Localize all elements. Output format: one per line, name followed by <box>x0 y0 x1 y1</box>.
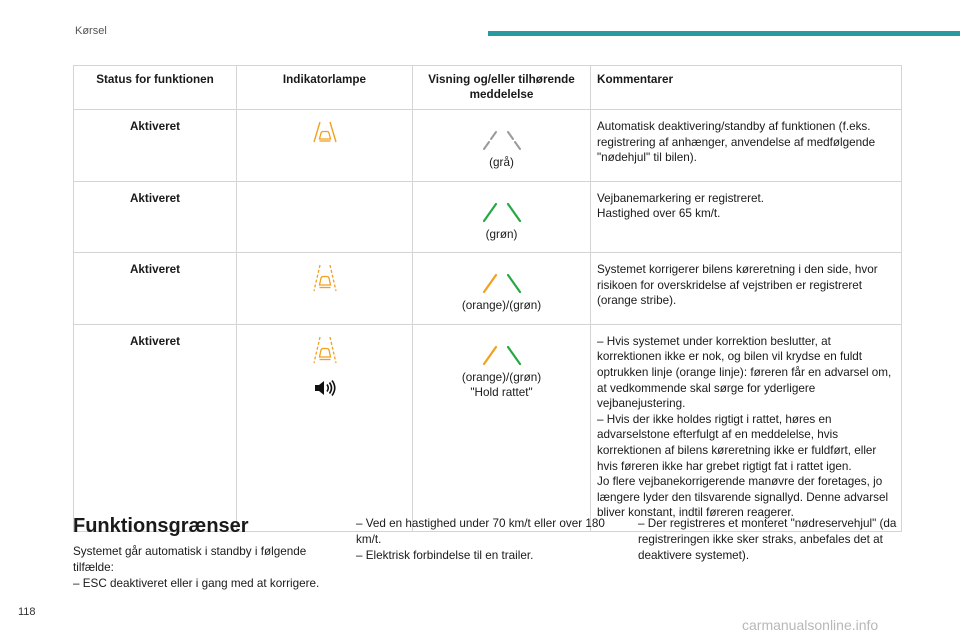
limits-text: – ESC deaktiveret eller i gang med at korrigere. <box>73 577 320 590</box>
display-label: (grå) <box>489 156 514 169</box>
limits-text: – Ved en hastighed under 70 km/t eller over 180 km/t. <box>356 517 605 546</box>
header-indicator: Indikatorlampe <box>237 66 413 110</box>
table-header-row <box>74 66 902 110</box>
indicator-cell <box>237 324 413 531</box>
comment-text: Vejbanemarkering er registreret. <box>597 191 764 205</box>
limits-column-2 <box>356 516 626 564</box>
lane-lines-grey <box>472 125 532 151</box>
status-table <box>73 65 902 532</box>
comment-text: Jo flere vejbanekorrigerende manøvre der foretages, jo længere lyder den tilsvarende signallyd. Denne advarsel bliver konstant, indtil føreren reagerer. <box>597 475 889 520</box>
display-label: (orange)/(grøn) <box>461 299 542 313</box>
header-display: Visning og/eller tilhørende meddelelse <box>413 66 591 110</box>
indicator-cell <box>237 110 413 182</box>
header-accent-bar <box>488 31 960 36</box>
section-header: Kørsel <box>75 25 107 37</box>
comment-cell <box>591 253 902 325</box>
watermark: carmanualsonline.info <box>742 617 879 633</box>
page-number: 118 <box>18 606 36 618</box>
section-title: Funktionsgrænser <box>73 515 249 537</box>
limits-column-3 <box>638 516 903 564</box>
lane-lines-orange-green <box>472 268 532 294</box>
comment-text: Systemet korrigerer bilens køreretning i den side, hvor risikoen for overskridelse af vejstriben er registreret (orange stribe). <box>597 263 878 308</box>
display-message: "Hold rattet" <box>470 386 533 400</box>
indicator-cell <box>237 181 413 253</box>
table-row <box>74 324 902 531</box>
status-cell: Aktiveret <box>74 324 237 531</box>
header-status: Status for funktionen <box>74 66 237 110</box>
status-cell: Aktiveret <box>74 253 237 325</box>
comment-text: – Hvis der ikke holdes rigtigt i rattet, høres en advarselstone efterfulgt af en meddelelse, hvis korrektionen af bilens køreretning ikke er fuldført, eller hvis føreren ikke har grebet rigtigt fat i rattet igen. <box>597 412 877 473</box>
comment-cell <box>591 110 902 182</box>
display-cell <box>413 181 591 253</box>
display-cell <box>413 324 591 531</box>
comment-text: Hastighed over 65 km/t. <box>597 207 721 221</box>
limits-column-1 <box>73 544 343 592</box>
lane-lines-green <box>472 197 532 223</box>
speaker-icon <box>313 379 337 397</box>
display-cell <box>413 253 591 325</box>
lane-lines-orange-green <box>472 340 532 366</box>
lane-car-icon-orange <box>310 335 340 365</box>
display-cell <box>413 110 591 182</box>
comment-cell <box>591 181 902 253</box>
lane-car-icon-grey <box>311 120 339 144</box>
limits-text: – Elektrisk forbindelse til en trailer. <box>356 549 534 562</box>
limits-text: Systemet går automatisk i standby i følgende tilfælde: <box>73 545 307 574</box>
table-row <box>74 110 902 182</box>
display-label: (grøn) <box>485 227 518 241</box>
lane-car-icon-orange <box>310 263 340 293</box>
comment-text: Automatisk deaktivering/standby af funktionen (f.eks. registrering af anhænger, anvendelse af medfølgende "nødehjul" til bilen). <box>597 120 876 165</box>
display-label: (orange)/(grøn) <box>461 370 542 384</box>
comment-cell <box>591 324 902 531</box>
status-cell: Aktiveret <box>74 181 237 253</box>
table-row <box>74 181 902 253</box>
limits-text: – Der registreres et monteret "nødreservehjul" (da registreringen ikke sker straks, anbefales det at deaktivere systemet). <box>638 517 897 562</box>
header-comments: Kommentarer <box>591 66 902 110</box>
status-cell: Aktiveret <box>74 110 237 182</box>
comment-text: – Hvis systemet under korrektion beslutter, at korrektionen ikke er nok, og bilen vil krydse en fuldt optrukken linje (orange linje): føreren får en advarsel om, at vedkommende skal sørge for yderligere vejbanejustering. <box>597 334 892 411</box>
table-row <box>74 253 902 325</box>
indicator-cell <box>237 253 413 325</box>
